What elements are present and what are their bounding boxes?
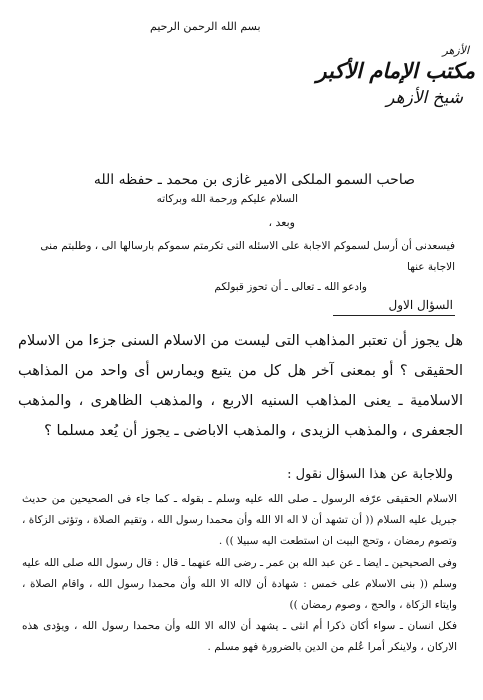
answer-heading: وللاجابة عن هذا السؤال نقول :	[287, 467, 453, 482]
transition-word: وبعد ،	[268, 216, 295, 229]
answer-paragraph: فكل انسان ـ سواء أكان ذكرا أم انثى ـ يشهد أن لااله الا الله وأن محمدا رسول الله ، ويؤدى هذه الاركان ، ولاينكر أمرا عُلم من الدين بالضرورة فهو مسلم .	[22, 620, 457, 654]
letterhead-top-line: الأزهر	[442, 44, 469, 57]
closing-prayer: وادعو الله ـ تعالى ـ أن تحوز قبولكم	[214, 281, 367, 293]
first-question-label: السؤال الاول	[388, 298, 453, 312]
answer-body	[22, 489, 457, 659]
addressee-line: صاحب السمو الملكى الامير غازى بن محمد ـ حفظه الله	[93, 172, 415, 188]
letterhead-office-name: مكتب الإمام الأكبر	[316, 58, 475, 83]
question-paragraph: هل يجوز أن تعتبر المذاهب التى ليست من الاسلام السنى جزءا من الاسلام الحقيقى ؟ أو بمعنى آخر هل كل من يتبع ويمارس أى واحد من المذاهب الاسلامية ـ يعنى المذاهب السنيه الاربع ، والمذهب الظاهرى ، والمذهب الجعفرى ، والمذهب الزيدى ، والمذهب الاباضى ـ يجوز أن يُعد مسلما ؟	[18, 333, 463, 439]
answer-paragraph: وفى الصحيحين ـ ايضا ـ عن عبد الله بن عمر ـ رضى الله عنهما ـ قال : قال رسول الله صلى الله عليه وسلم (( بنى الاسلام على خمس : شهادة أن لااله الا الله وأن محمدا رسول الله ، واقام الصلاة ، وايتاء الزكاة ، والحج ، وصوم رمضان ))	[22, 556, 457, 612]
basmala: بسم الله الرحمن الرحيم	[150, 20, 261, 33]
letterhead-title: شيخ الأزهر	[386, 88, 463, 108]
answer-paragraph: الاسلام الحقيقى عرّفه الرسول ـ صلى الله عليه وسلم ـ بقوله ـ كما جاء فى الصحيحين من حديث جبريل عليه السلام (( أن تشهد أن لا اله الا الله وأن محمدا رسول الله ، وتقيم الصلاة ، وتؤتى الزكاة ، وتصوم رمضان ، وتحج البيت ان استطعت اليه سبيلا )) .	[22, 493, 457, 548]
greeting-line: السلام عليكم ورحمة الله وبركاته	[156, 193, 298, 205]
letterhead-logo	[316, 44, 475, 124]
intro-paragraph: فيسعدنى أن أرسل لسموكم الاجابة على الاسئله التى تكرمتم سموكم بارسالها الى ، وطلبتم منى الاجابة عنها	[40, 240, 455, 273]
label-underline	[333, 315, 455, 316]
